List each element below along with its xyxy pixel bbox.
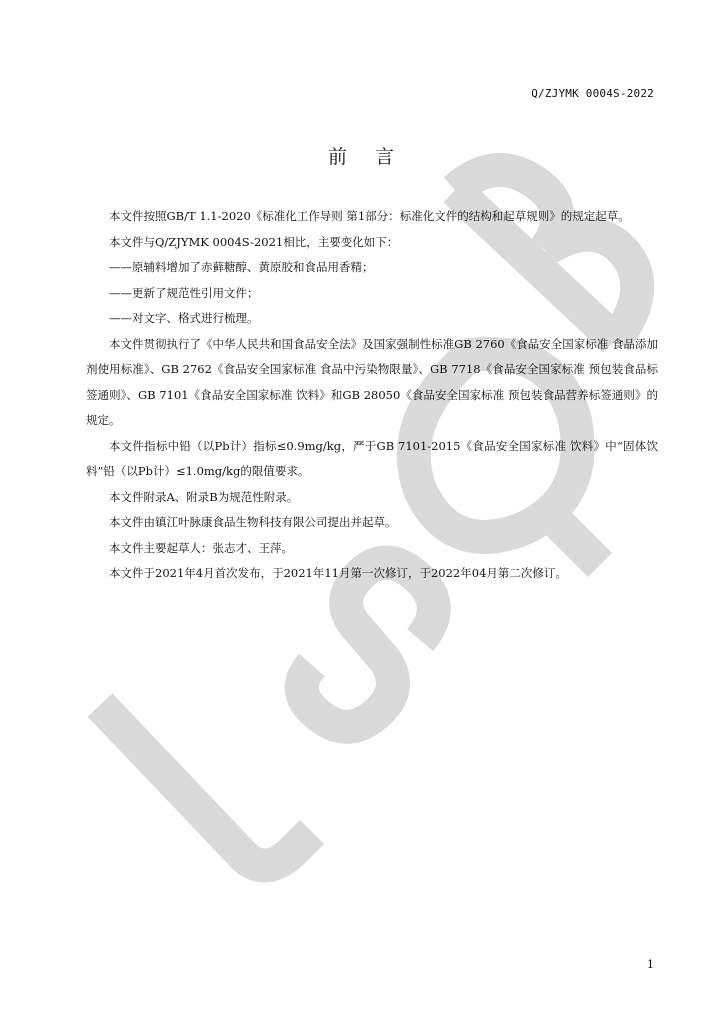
change-item-ingredients: ——原辅料增加了赤藓糖醇、黄原胶和食品用香精； [109,260,374,274]
paragraph-drafting-rules: 本文件按照GB/T 1.1-2020《标准化工作导则 第1部分：标准化文件的结构和起草规则》的规定起草。 [109,209,630,223]
change-item-references: ——更新了规范性引用文件； [109,285,259,300]
title-char-2: 言 [375,146,397,168]
paragraph-standards-compliance: 本文件贯彻执行了《中华人民共和国食品安全法》及国家强制性标准GB 2760《食品安全国家标准 食品添加剂使用标准》、GB 2762《食品安全国家标准 食品中污染物限量》、GB 7718《食品安全国家标准 预包装食品标签通则》、GB 7101《食品安全国家标准 饮料》和GB 28050《食品安全国家标准 预包装食品营养标签通则》的规定。 [86,336,658,427]
page-number: 1 [647,958,654,971]
paragraph-changes-intro: 本文件与Q/ZJYMK 0004S-2021相比，主要变化如下： [109,234,399,249]
watermark-letter-s [302,563,434,727]
watermark-letter-j [100,705,312,866]
document-code: Q/ZJYMK 0004S-2022 [531,87,654,100]
paragraph-proposer: 本文件由镇江叶脉康食品生物科技有限公司提出并起草。 [109,515,397,529]
paragraph-release-history: 本文件于2021年4月首次发布，于2021年11月第一次修订，于2022年04月第二次修订。 [109,566,567,580]
page-title [0,142,724,169]
title-char-1: 前 [327,146,349,168]
foreword-body [86,204,658,587]
change-item-formatting: ——对文字、格式进行梳理。 [109,311,259,325]
paragraph-appendices: 本文件附录A、附录B为规范性附录。 [109,489,299,504]
paragraph-drafters: 本文件主要起草人：张志才、王萍。 [109,540,293,555]
paragraph-lead-limit: 本文件指标中铅（以Pb计）指标≤0.9mg/kg，严于GB 7101-2015《食品安全国家标准 饮料》中“固体饮料”铅（以Pb计）≤1.0mg/kg的限值要求。 [86,438,658,478]
